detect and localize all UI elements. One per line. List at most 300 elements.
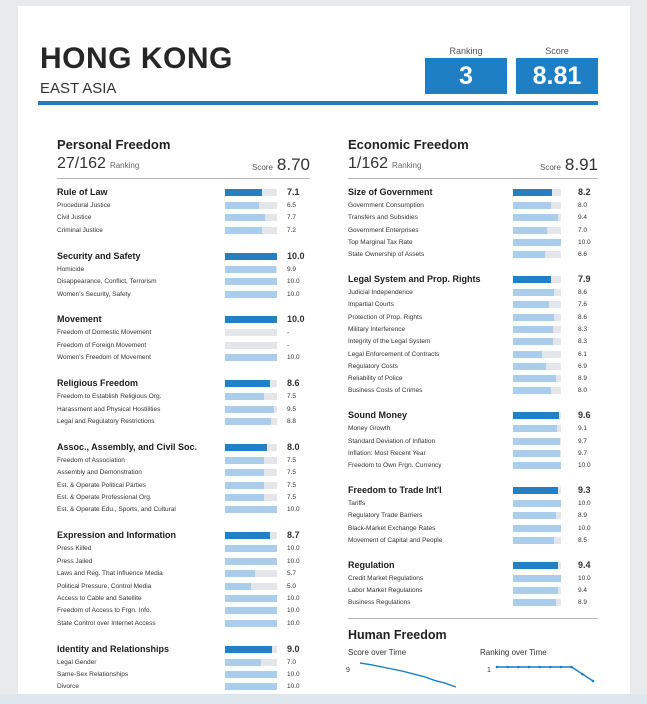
inflation-most-recent-year-label: Inflation: Most Recent Year <box>348 449 426 457</box>
category-row <box>348 484 598 497</box>
country-title: HONG KONG <box>40 42 233 75</box>
procedural-justice-bar <box>225 202 259 209</box>
homicide-bar <box>225 266 276 273</box>
security-and-safety-bar <box>225 253 277 260</box>
personal-rank-value: 27/162 <box>57 155 106 172</box>
transfers-and-subsidies-score: 9.4 <box>578 214 588 222</box>
movement-of-capital-and-people-bar-track <box>513 537 561 544</box>
subitem-row <box>57 491 310 504</box>
freedom-to-establish-religious-org-score: 7.5 <box>287 393 297 401</box>
rank-spark-point-5 <box>549 666 552 669</box>
government-consumption-score: 8.0 <box>578 202 588 209</box>
category-row <box>57 186 310 199</box>
freedom-of-access-to-frgn-info-label: Freedom of Access to Frgn. Info. <box>57 607 152 615</box>
legal-enforcement-of-contracts-bar <box>513 351 542 358</box>
assembly-and-demonstration-label: Assembly and Demonstration <box>57 469 142 477</box>
state-control-over-internet-access-score: 10.0 <box>287 619 300 627</box>
regulatory-trade-barriers-bar-track <box>513 512 561 519</box>
subitem-row <box>57 466 310 479</box>
criminal-justice-score: 7.2 <box>287 226 297 234</box>
est-operate-edu-sports-and-cultural-score: 10.0 <box>287 506 300 514</box>
protection-of-prop-rights-label: Protection of Prop. Rights <box>348 313 423 321</box>
religious-freedom-score: 8.6 <box>287 378 300 389</box>
economic-rank-value: 1/162 <box>348 155 389 172</box>
ranking-label: Ranking <box>449 46 483 56</box>
divorce-bar-track <box>225 683 277 690</box>
subitem-row <box>57 668 310 681</box>
procedural-justice-label: Procedural Justice <box>57 202 111 209</box>
subitem-row <box>57 479 310 492</box>
est-operate-professional-org-bar <box>225 494 264 501</box>
freedom-of-association-bar <box>225 457 264 464</box>
subitem-row <box>57 403 310 416</box>
subitem-row <box>348 584 598 597</box>
sound-money-score: 9.6 <box>578 410 591 421</box>
personal-ranking <box>57 155 139 173</box>
press-killed-label: Press Killed <box>57 545 92 553</box>
black-market-exchange-rates-score: 10.0 <box>578 524 591 532</box>
legal-enforcement-of-contracts-bar-track <box>513 351 561 358</box>
tariffs-bar-track <box>513 500 561 507</box>
personal-rank-label: Ranking <box>109 161 140 170</box>
ranking-badge: 3 <box>425 58 507 94</box>
category-row <box>348 273 598 286</box>
assembly-and-demonstration-bar <box>225 469 264 476</box>
government-consumption-bar <box>513 202 551 209</box>
ranking-over-time-label: Ranking over Time <box>480 648 547 657</box>
category-row <box>57 643 310 656</box>
subitem-row <box>348 286 598 299</box>
est-operate-political-parties-label: Est. & Operate Political Parties <box>57 481 146 489</box>
legal-system-and-prop-rights-bar <box>513 276 551 283</box>
freedom-to-establish-religious-org-label: Freedom to Establish Religious Org. <box>57 393 162 401</box>
credit-market-regulations-bar <box>513 575 561 582</box>
protection-of-prop-rights-bar-track <box>513 314 561 321</box>
press-jailed-bar-track <box>225 558 277 565</box>
freedom-to-establish-religious-org-bar <box>225 393 264 400</box>
same-sex-relationships-label: Same-Sex Relationships <box>57 671 129 678</box>
rank-spark-point-0 <box>496 666 499 669</box>
subitem-row <box>57 224 310 237</box>
impartial-courts-label: Impartial Courts <box>348 301 394 309</box>
women-s-security-safety-bar <box>225 291 277 298</box>
sound-money-bar-track <box>513 412 561 419</box>
impartial-courts-score: 7.6 <box>578 301 588 309</box>
category-row <box>57 529 310 542</box>
category-row <box>57 441 310 454</box>
top-marginal-tax-rate-label: Top Marginal Tax Rate <box>348 238 413 246</box>
subitem-row <box>57 592 310 605</box>
civil-justice-bar-track <box>225 214 277 221</box>
legal-gender-bar <box>225 659 261 666</box>
subitem-row <box>348 298 598 311</box>
subitem-row <box>57 617 310 630</box>
economic-score-value: 8.91 <box>564 155 598 174</box>
divorce-label: Divorce <box>57 683 80 691</box>
subitem-row <box>348 211 598 224</box>
freedom-of-association-score: 7.5 <box>287 456 297 464</box>
freedom-of-domestic-movement-label: Freedom of Domestic Movement <box>57 329 152 337</box>
category-row <box>57 250 310 263</box>
judicial-independence-bar-track <box>513 289 561 296</box>
religious-freedom-label: Religious Freedom <box>57 378 139 389</box>
score-axis-label: 9 <box>346 667 350 674</box>
credit-market-regulations-score: 10.0 <box>578 574 591 582</box>
est-operate-political-parties-score: 7.5 <box>287 481 297 489</box>
business-costs-of-crimes-bar <box>513 387 551 394</box>
political-pressure-control-media-bar-track <box>225 583 277 590</box>
subitem-row <box>57 580 310 593</box>
subitem-row <box>57 567 310 580</box>
women-s-freedom-of-movement-bar <box>225 354 277 361</box>
press-jailed-score: 10.0 <box>287 557 300 565</box>
state-control-over-internet-access-bar <box>225 620 277 627</box>
access-to-cable-and-satellite-score: 10.0 <box>287 594 300 602</box>
movement-of-capital-and-people-label: Movement of Capital and People <box>348 536 443 544</box>
security-and-safety-bar-track <box>225 253 277 260</box>
legal-and-regulatory-restrictions-bar <box>225 418 271 425</box>
protection-of-prop-rights-score: 8.6 <box>578 313 588 321</box>
access-to-cable-and-satellite-bar <box>225 595 277 602</box>
women-s-security-safety-score: 10.0 <box>287 290 300 298</box>
header-divider <box>38 101 598 105</box>
subitem-row <box>348 572 598 585</box>
freedom-to-trade-int-l-label: Freedom to Trade Int'l <box>348 484 442 495</box>
state-ownership-of-assets-score: 6.6 <box>578 251 588 259</box>
state-ownership-of-assets-bar-track <box>513 251 561 258</box>
score-spark-line <box>360 663 456 687</box>
subitem-row <box>348 384 598 397</box>
access-to-cable-and-satellite-bar-track <box>225 595 277 602</box>
freedom-to-own-frgn-currency-bar-track <box>513 462 561 469</box>
disappearance-conflict-terrorism-bar <box>225 278 277 285</box>
credit-market-regulations-bar-track <box>513 575 561 582</box>
subitem-row <box>57 326 310 339</box>
est-operate-professional-org-score: 7.5 <box>287 494 297 501</box>
press-killed-bar-track <box>225 545 277 552</box>
divorce-bar <box>225 683 277 690</box>
sound-money-label: Sound Money <box>348 410 407 421</box>
business-costs-of-crimes-score: 8.0 <box>578 387 588 395</box>
legal-and-regulatory-restrictions-bar-track <box>225 418 277 425</box>
identity-and-relationships-bar <box>225 646 272 653</box>
legal-enforcement-of-contracts-score: 6.1 <box>578 350 588 358</box>
subitem-row <box>348 509 598 522</box>
assembly-and-demonstration-score: 7.5 <box>287 469 297 477</box>
women-s-security-safety-label: Women's Security, Safety <box>57 290 131 298</box>
judicial-independence-label: Judicial Independence <box>348 289 413 296</box>
subitem-row <box>348 348 598 361</box>
inflation-most-recent-year-bar-track <box>513 450 561 457</box>
legal-enforcement-of-contracts-label: Legal Enforcement of Contracts <box>348 350 440 358</box>
score-over-time-sparkline <box>358 660 458 690</box>
disappearance-conflict-terrorism-label: Disappearance, Conflict, Terrorism <box>57 278 157 286</box>
subitem-row <box>57 288 310 301</box>
standard-deviation-of-inflation-bar-track <box>513 438 561 445</box>
legal-system-and-prop-rights-label: Legal System and Prop. Rights <box>348 274 481 284</box>
identity-and-relationships-bar-track <box>225 646 277 653</box>
state-ownership-of-assets-bar <box>513 251 545 258</box>
freedom-to-own-frgn-currency-bar <box>513 462 561 469</box>
assoc-assembly-and-civil-soc-bar <box>225 444 267 451</box>
rank-spark-line <box>497 667 593 681</box>
standard-deviation-of-inflation-label: Standard Deviation of Inflation <box>348 437 436 445</box>
rank-spark-point-4 <box>538 666 541 669</box>
rank-spark-point-2 <box>517 666 520 669</box>
integrity-of-the-legal-system-bar <box>513 338 553 345</box>
standard-deviation-of-inflation-score: 9.7 <box>578 437 588 445</box>
integrity-of-the-legal-system-score: 8.3 <box>578 338 588 346</box>
regulation-bar <box>513 562 558 569</box>
business-regulations-score: 8.9 <box>578 599 588 607</box>
political-pressure-control-media-score: 5.0 <box>287 582 297 590</box>
military-interference-label: Military Interference <box>348 325 406 333</box>
rule-of-law-score: 7.1 <box>287 187 300 197</box>
military-interference-score: 8.3 <box>578 325 588 333</box>
business-regulations-bar <box>513 599 556 606</box>
security-and-safety-score: 10.0 <box>287 250 305 261</box>
assoc-assembly-and-civil-soc-score: 8.0 <box>287 441 300 452</box>
expression-and-information-bar <box>225 532 270 539</box>
economic-ranking <box>348 155 421 173</box>
economic-divider <box>348 178 598 179</box>
sound-money-bar <box>513 412 559 419</box>
same-sex-relationships-bar <box>225 671 277 678</box>
score-over-time-label: Score over Time <box>348 648 407 657</box>
reliability-of-police-label: Reliability of Police <box>348 375 403 383</box>
homicide-score: 9.9 <box>287 265 297 273</box>
credit-market-regulations-label: Credit Market Regulations <box>348 574 424 582</box>
security-and-safety-label: Security and Safety <box>57 250 141 261</box>
subitem-row <box>348 435 598 448</box>
civil-justice-bar <box>225 214 265 221</box>
economic-freedom-title: Economic Freedom <box>348 137 469 152</box>
regulatory-trade-barriers-bar <box>513 512 556 519</box>
state-control-over-internet-access-label: State Control over Internet Access <box>57 619 156 627</box>
legal-gender-bar-track <box>225 659 277 666</box>
women-s-freedom-of-movement-label: Women's Freedom of Movement <box>57 354 151 362</box>
same-sex-relationships-score: 10.0 <box>287 671 300 678</box>
freedom-to-own-frgn-currency-score: 10.0 <box>578 462 591 470</box>
subitem-row <box>57 503 310 516</box>
subitem-row <box>348 224 598 237</box>
personal-divider <box>57 178 310 179</box>
rule-of-law-bar-track <box>225 189 277 196</box>
identity-and-relationships-label: Identity and Relationships <box>57 643 170 654</box>
subitem-row <box>57 454 310 467</box>
category-row <box>57 313 310 326</box>
transfers-and-subsidies-bar <box>513 214 558 221</box>
subitem-row <box>348 360 598 373</box>
freedom-to-own-frgn-currency-label: Freedom to Own Frgn. Currency <box>348 462 442 470</box>
money-growth-score: 9.1 <box>578 425 588 433</box>
est-operate-professional-org-bar-track <box>225 494 277 501</box>
est-operate-edu-sports-and-cultural-bar <box>225 506 277 513</box>
est-operate-edu-sports-and-cultural-label: Est. & Operate Edu., Sports, and Cultural <box>57 506 176 514</box>
expression-and-information-score: 8.7 <box>287 530 300 541</box>
press-jailed-label: Press Jailed <box>57 557 93 565</box>
subitem-row <box>348 372 598 385</box>
footer-band <box>0 694 647 704</box>
personal-score-label: Score <box>252 163 273 172</box>
top-marginal-tax-rate-bar <box>513 239 561 246</box>
freedom-to-establish-religious-org-bar-track <box>225 393 277 400</box>
black-market-exchange-rates-bar <box>513 525 561 532</box>
rank-spark-point-6 <box>560 666 563 669</box>
protection-of-prop-rights-bar <box>513 314 554 321</box>
religious-freedom-bar <box>225 380 270 387</box>
subitem-row <box>348 199 598 212</box>
military-interference-bar-track <box>513 326 561 333</box>
business-costs-of-crimes-bar-track <box>513 387 561 394</box>
money-growth-label: Money Growth <box>348 425 391 433</box>
freedom-to-trade-int-l-bar-track <box>513 487 561 494</box>
reliability-of-police-bar-track <box>513 375 561 382</box>
procedural-justice-score: 6.5 <box>287 202 297 209</box>
est-operate-political-parties-bar-track <box>225 482 277 489</box>
subitem-row <box>57 199 310 212</box>
rule-of-law-bar <box>225 189 262 196</box>
economic-rank-label: Ranking <box>392 161 422 170</box>
criminal-justice-bar <box>225 227 262 234</box>
reliability-of-police-score: 8.9 <box>578 375 588 383</box>
disappearance-conflict-terrorism-score: 10.0 <box>287 278 300 286</box>
freedom-of-domestic-movement-score: - <box>287 329 290 337</box>
harassment-and-physical-hostilities-score: 9.5 <box>287 405 297 413</box>
laws-and-reg-that-influence-media-label: Laws and Reg. That Influence Media <box>57 570 163 578</box>
transfers-and-subsidies-label: Transfers and Subsidies <box>348 214 418 222</box>
freedom-of-access-to-frgn-info-bar <box>225 607 277 614</box>
score-badge: 8.81 <box>516 58 598 94</box>
category-row <box>57 377 310 390</box>
tariffs-label: Tariffs <box>348 499 366 507</box>
labor-market-regulations-bar <box>513 587 558 594</box>
freedom-of-domestic-movement-bar-track <box>225 329 277 336</box>
economic-score <box>490 155 598 175</box>
government-enterprises-bar-track <box>513 227 561 234</box>
score-label: Score <box>545 46 569 56</box>
women-s-security-safety-bar-track <box>225 291 277 298</box>
government-consumption-label: Government Consumption <box>348 202 424 209</box>
movement-bar <box>225 316 277 323</box>
government-enterprises-bar <box>513 227 547 234</box>
human-divider <box>348 618 598 619</box>
homicide-label: Homicide <box>57 265 85 273</box>
top-marginal-tax-rate-score: 10.0 <box>578 238 591 246</box>
judicial-independence-score: 8.6 <box>578 289 588 296</box>
subitem-row <box>348 522 598 535</box>
size-of-government-bar <box>513 189 552 196</box>
press-jailed-bar <box>225 558 277 565</box>
harassment-and-physical-hostilities-label: Harassment and Physical Hostilities <box>57 405 161 413</box>
movement-score: 10.0 <box>287 314 305 325</box>
homicide-bar-track <box>225 266 277 273</box>
freedom-of-access-to-frgn-info-score: 10.0 <box>287 607 300 615</box>
legal-gender-score: 7.0 <box>287 658 297 666</box>
subitem-row <box>57 604 310 617</box>
freedom-of-foreign-movement-label: Freedom of Foreign Movement <box>57 341 147 349</box>
est-operate-professional-org-label: Est. & Operate Professional Org. <box>57 494 152 501</box>
women-s-freedom-of-movement-bar-track <box>225 354 277 361</box>
expression-and-information-label: Expression and Information <box>57 530 177 541</box>
same-sex-relationships-bar-track <box>225 671 277 678</box>
regulatory-costs-label: Regulatory Costs <box>348 362 398 370</box>
regulatory-trade-barriers-score: 8.9 <box>578 512 588 520</box>
inflation-most-recent-year-score: 9.7 <box>578 449 588 457</box>
military-interference-bar <box>513 326 553 333</box>
category-row <box>348 559 598 572</box>
subitem-row <box>57 656 310 669</box>
movement-of-capital-and-people-bar <box>513 537 554 544</box>
assoc-assembly-and-civil-soc-bar-track <box>225 444 277 451</box>
economic-score-label: Score <box>540 163 561 172</box>
press-killed-score: 10.0 <box>287 545 300 553</box>
religious-freedom-bar-track <box>225 380 277 387</box>
freedom-to-trade-int-l-score: 9.3 <box>578 484 591 495</box>
assoc-assembly-and-civil-soc-label: Assoc., Assembly, and Civil Soc. <box>57 441 198 452</box>
subitem-row <box>57 542 310 555</box>
freedom-to-trade-int-l-bar <box>513 487 558 494</box>
regulatory-costs-bar-track <box>513 363 561 370</box>
est-operate-political-parties-bar <box>225 482 264 489</box>
subitem-row <box>348 335 598 348</box>
personal-score <box>200 155 310 175</box>
disappearance-conflict-terrorism-bar-track <box>225 278 277 285</box>
identity-and-relationships-score: 9.0 <box>287 643 300 654</box>
subitem-row <box>57 390 310 403</box>
subitem-row <box>57 339 310 352</box>
subitem-row <box>348 323 598 336</box>
rank-spark-point-1 <box>506 666 509 669</box>
movement-of-capital-and-people-score: 8.5 <box>578 536 588 544</box>
press-killed-bar <box>225 545 277 552</box>
tariffs-score: 10.0 <box>578 499 591 507</box>
movement-bar-track <box>225 316 277 323</box>
money-growth-bar <box>513 425 557 432</box>
expression-and-information-bar-track <box>225 532 277 539</box>
regulatory-costs-bar <box>513 363 546 370</box>
legal-and-regulatory-restrictions-score: 8.8 <box>287 417 297 425</box>
subitem-row <box>348 422 598 435</box>
government-enterprises-label: Government Enterprises <box>348 226 419 234</box>
category-row <box>348 409 598 422</box>
divorce-score: 10.0 <box>287 683 300 691</box>
tariffs-bar <box>513 500 561 507</box>
subitem-row <box>348 248 598 261</box>
civil-justice-label: Civil Justice <box>57 214 92 222</box>
harassment-and-physical-hostilities-bar-track <box>225 406 277 413</box>
personal-score-value: 8.70 <box>276 155 310 174</box>
region-subtitle: EAST ASIA <box>40 80 117 97</box>
regulation-score: 9.4 <box>578 559 591 570</box>
transfers-and-subsidies-bar-track <box>513 214 561 221</box>
freedom-of-association-bar-track <box>225 457 277 464</box>
ranking-axis-label: 1 <box>487 667 491 674</box>
freedom-of-association-label: Freedom of Association <box>57 456 125 464</box>
subitem-row <box>348 447 598 460</box>
legal-and-regulatory-restrictions-label: Legal and Regulatory Restrictions <box>57 417 155 425</box>
subitem-row <box>57 263 310 276</box>
subitem-row <box>57 680 310 693</box>
subitem-row <box>348 497 598 510</box>
category-row <box>348 186 598 199</box>
freedom-of-access-to-frgn-info-bar-track <box>225 607 277 614</box>
legal-system-and-prop-rights-score: 7.9 <box>578 274 591 284</box>
subitem-row <box>348 534 598 547</box>
regulatory-trade-barriers-label: Regulatory Trade Barriers <box>348 512 423 520</box>
black-market-exchange-rates-label: Black-Market Exchange Rates <box>348 524 436 532</box>
impartial-courts-bar-track <box>513 301 561 308</box>
